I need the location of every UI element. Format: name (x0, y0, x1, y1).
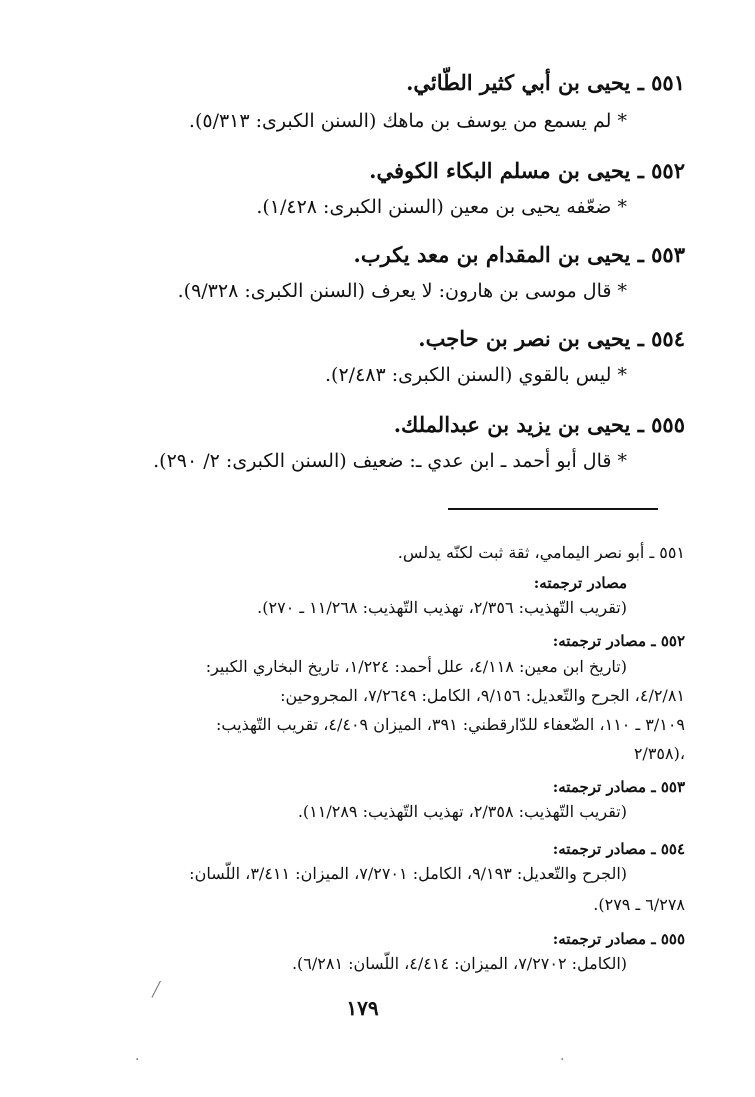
footnote-552-heading: ٥٥٢ ـ مصادر ترجمته: (552, 632, 685, 650)
entry-553-title (354, 242, 685, 267)
entry-name: يحيى بن أبي كثير الطّائي. (406, 70, 631, 95)
footnote-555-heading: ٥٥٥ ـ مصادر ترجمته: (552, 930, 685, 948)
entry-name: يحيى بن المقدام بن معد يكرب. (353, 242, 631, 267)
entry-553-note (178, 280, 627, 302)
entry-dash: ـ (637, 70, 644, 95)
footnote-552-line2: ٤/٢/٨١، الجرح والتّعديل: ٩/١٥٦، الكامل: ٧/٢٦٤٩، المجروحين: (280, 686, 685, 705)
bullet-icon: * (617, 196, 627, 218)
entry-dash: ـ (637, 326, 644, 351)
entry-551-title (406, 70, 685, 95)
entry-number: ٥٥٣ (651, 242, 685, 267)
entry-name: يحيى بن نصر بن حاجب. (418, 326, 631, 351)
entry-552-title (369, 158, 685, 183)
footnote-552-line3: ٣/١٠٩ ـ ١١٠، الضّعفاء للدّارقطني: ٣٩١، الميزان ٤/٤٠٩، تقريب التّهذيب: (216, 715, 685, 734)
entry-number: ٥٥٢ (651, 158, 685, 183)
entry-555-title (394, 412, 685, 437)
footnote-divider (448, 508, 658, 510)
scan-dot-icon: · (560, 1052, 565, 1068)
footnote-551-heading: مصادر ترجمته: (533, 574, 627, 592)
entry-551-note (189, 110, 627, 132)
entry-note-text: لم يسمع من يوسف بن ماهك (السنن الكبرى: ٥/٣١٣). (188, 110, 612, 132)
footnote-554-line2: ٦/٢٧٨ ـ ٢٧٩). (593, 895, 685, 914)
footnote-553-line1: (تقريب التّهذيب: ٢/٣٥٨، تهذيب التّهذيب: ١١/٢٨٩). (297, 802, 627, 821)
entry-note-text: ضعّفه يحيى بن معين (السنن الكبرى: ١/٤٢٨). (256, 196, 612, 218)
entry-number: ٥٥٥ (651, 412, 685, 437)
bullet-icon: * (617, 280, 627, 302)
footnote-551-line2: (تقريب التّهذيب: ٢/٣٥٦، تهذيب التّهذيب: ١١/٢٦٨ ـ ٢٧٠). (257, 598, 627, 617)
entry-number: ٥٥١ (651, 70, 685, 95)
bullet-icon: * (617, 364, 627, 386)
entry-note-text: قال موسى بن هارون: لا يعرف (السنن الكبرى: ٩/٣٢٨). (177, 280, 612, 302)
bullet-icon: * (617, 450, 627, 472)
entry-555-note (153, 450, 627, 472)
entry-552-note (256, 196, 627, 218)
page-number: ١٧٩ (346, 996, 379, 1020)
footnote-554-heading: ٥٥٤ ـ مصادر ترجمته: (552, 840, 685, 858)
footnote-553-heading: ٥٥٣ ـ مصادر ترجمته: (552, 778, 685, 796)
scan-dot-icon: · (135, 1052, 140, 1068)
entry-name: يحيى بن يزيد بن عبدالملك. (393, 412, 631, 437)
entry-note-text: ليس بالقوي (السنن الكبرى: ٢/٤٨٣). (325, 364, 612, 386)
entry-dash: ـ (637, 242, 644, 267)
footnote-552-line1: (تاريخ ابن معين: ٤/١١٨، علل أحمد: ١/٢٢٤، تاريخ البخاري الكبير: (205, 657, 627, 676)
bullet-icon: * (617, 110, 627, 132)
entry-554-note (325, 364, 627, 386)
entry-name: يحيى بن مسلم البكاء الكوفي. (369, 158, 631, 183)
footnote-551-line1: ٥٥١ ـ أبو نصر اليمامي، ثقة ثبت لكنّه يدلس. (397, 543, 685, 562)
scan-mark-icon: ╱ (152, 982, 161, 998)
entry-number: ٥٥٤ (651, 326, 685, 351)
entry-note-text: قال أبو أحمد ـ ابن عدي ـ: ضعيف (السنن الكبرى: ٢/ ٢٩٠). (153, 450, 612, 472)
entry-dash: ـ (637, 412, 644, 437)
entry-554-title (418, 326, 685, 351)
entry-dash: ـ (637, 158, 644, 183)
footnote-555-line1: (الكامل: ٧/٢٧٠٢، الميزان: ٤/٤١٤، اللّسان: ٦/٢٨١). (291, 954, 627, 973)
footnote-552-line4: ٢/٣٥٨)، (633, 744, 685, 763)
footnote-554-line1: (الجرح والتّعديل: ٩/١٩٣، الكامل: ٧/٢٧٠١، الميزان: ٣/٤١١، اللّسان: (189, 864, 627, 883)
